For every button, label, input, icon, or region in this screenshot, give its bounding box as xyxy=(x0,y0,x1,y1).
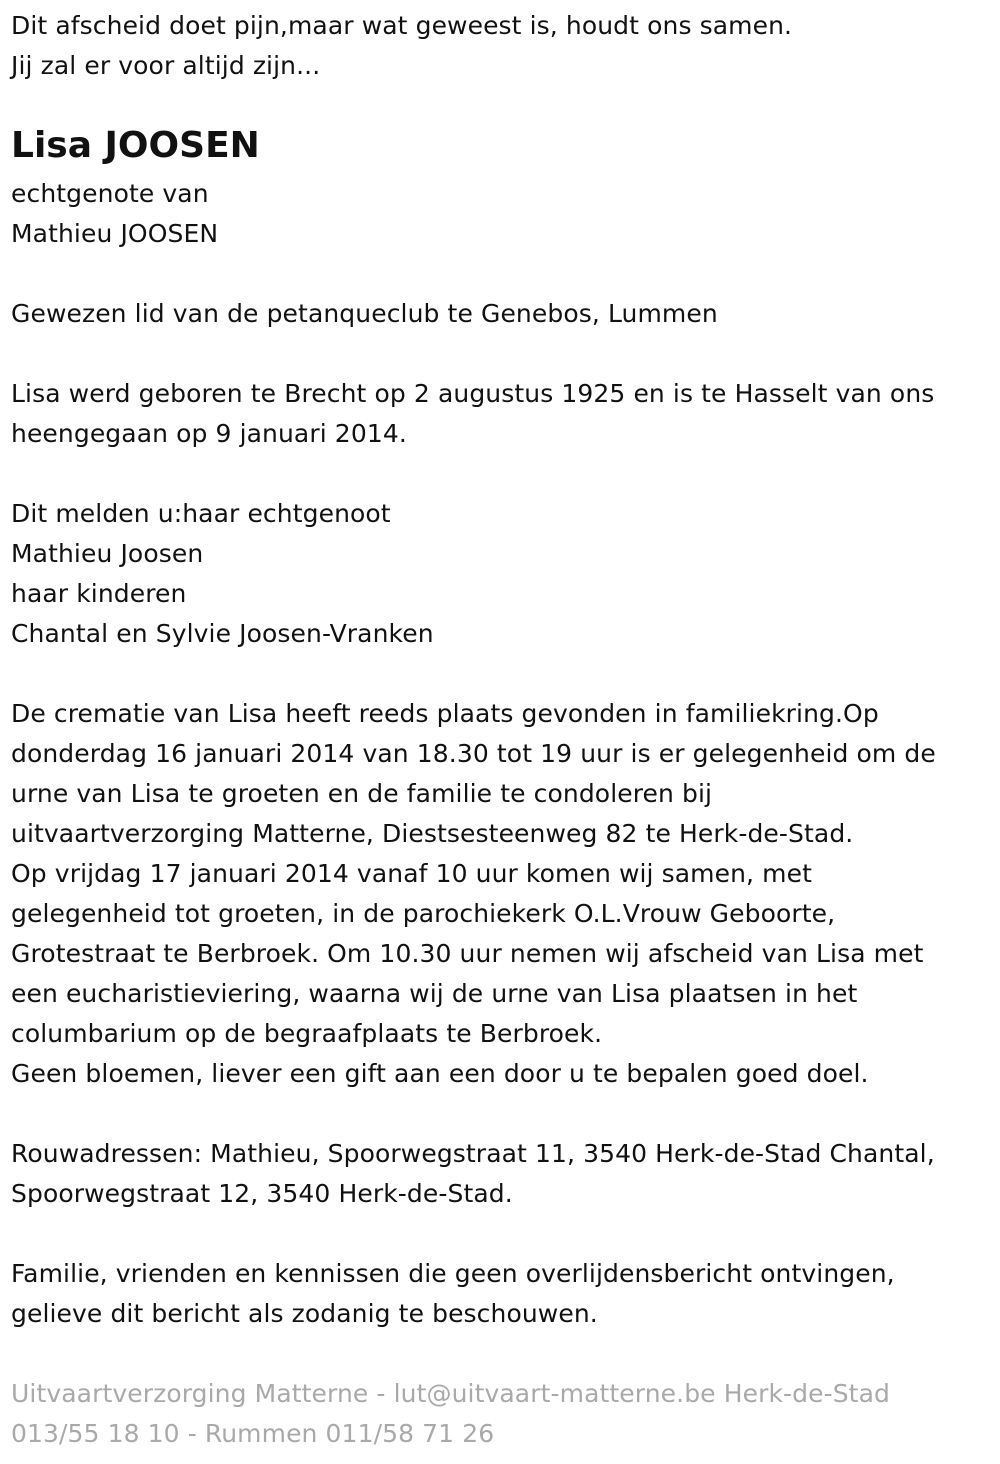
addresses-block xyxy=(11,1134,935,1214)
ceremony-line: urne van Lisa te groeten en de familie te condoleren bij xyxy=(11,779,713,808)
birth-death-block xyxy=(11,374,934,454)
ceremony-line: Geen bloemen, liever een gift aan een door u te bepalen goed doel. xyxy=(11,1059,869,1088)
notice-line: Familie, vrienden en kennissen die geen overlijdensbericht ontvingen, xyxy=(11,1259,895,1288)
deceased-name: Lisa JOOSEN xyxy=(11,125,260,166)
ceremony-line: een eucharistieviering, waarna wij de urne van Lisa plaatsen in het xyxy=(11,979,858,1008)
address-line: Rouwadressen: Mathieu, Spoorwegstraat 11, 3540 Herk-de-Stad Chantal, xyxy=(11,1139,935,1168)
announced-by-line: Mathieu Joosen xyxy=(11,539,204,568)
ceremony-line: uitvaartverzorging Matterne, Diestsesteenweg 82 te Herk-de-Stad. xyxy=(11,819,854,848)
address-line: Spoorwegstraat 12, 3540 Herk-de-Stad. xyxy=(11,1179,513,1208)
birth-death-line: Lisa werd geboren te Brecht op 2 augustus 1925 en is te Hasselt van ons xyxy=(11,379,935,408)
relation-block xyxy=(11,174,218,254)
announced-by-line: Dit melden u:haar echtgenoot xyxy=(11,499,391,528)
footer-line: Uitvaartverzorging Matterne - lut@uitvaart-matterne.be Herk-de-Stad xyxy=(11,1379,890,1408)
announced-by-line: haar kinderen xyxy=(11,579,187,608)
announced-by-block xyxy=(11,494,434,654)
notice-line: gelieve dit bericht als zodanig te beschouwen. xyxy=(11,1299,598,1328)
notice-block xyxy=(11,1254,895,1334)
spouse-name: Mathieu JOOSEN xyxy=(11,219,219,248)
ceremony-line: De crematie van Lisa heeft reeds plaats gevonden in familiekring.Op xyxy=(11,699,879,728)
ceremony-block xyxy=(11,694,936,1094)
announced-by-line: Chantal en Sylvie Joosen-Vranken xyxy=(11,619,434,648)
membership-text: Gewezen lid van de petanqueclub te Genebos, Lummen xyxy=(11,299,718,328)
ceremony-line: gelegenheid tot groeten, in de parochiekerk O.L.Vrouw Geboorte, xyxy=(11,899,836,928)
relation-text: echtgenote van xyxy=(11,179,209,208)
ceremony-line: Op vrijdag 17 januari 2014 vanaf 10 uur komen wij samen, met xyxy=(11,859,812,888)
ceremony-line: Grotestraat te Berbroek. Om 10.30 uur nemen wij afscheid van Lisa met xyxy=(11,939,924,968)
ceremony-line: donderdag 16 januari 2014 van 18.30 tot 19 uur is er gelegenheid om de xyxy=(11,739,936,768)
ceremony-line: columbarium op de begraafplaats te Berbroek. xyxy=(11,1019,603,1048)
funeral-home-footer xyxy=(11,1374,890,1454)
motto-line: Jij zal er voor altijd zijn... xyxy=(11,51,321,80)
footer-line: 013/55 18 10 - Rummen 011/58 71 26 xyxy=(11,1419,495,1448)
birth-death-line: heengegaan op 9 januari 2014. xyxy=(11,419,407,448)
membership-block xyxy=(11,294,718,334)
motto-line: Dit afscheid doet pijn,maar wat geweest is, houdt ons samen. xyxy=(11,11,793,40)
motto xyxy=(11,6,792,86)
